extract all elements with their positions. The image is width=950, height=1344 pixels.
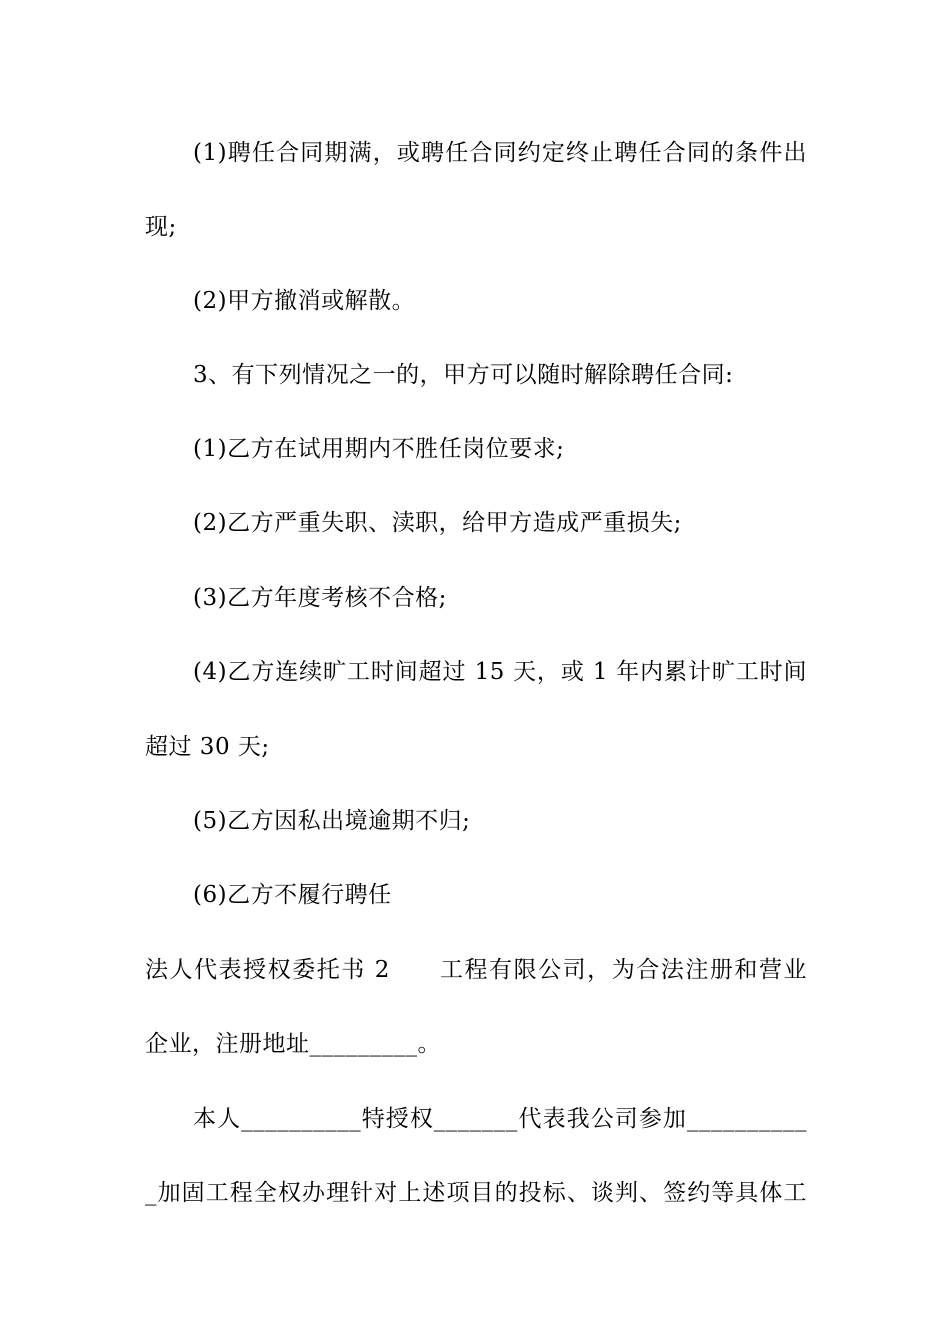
paragraph-line: (2)乙方严重失职、渎职，给甲方造成严重损失; — [193, 510, 682, 536]
paragraph-line: 超过 30 天; — [145, 734, 270, 760]
paragraph-line: (5)乙方因私出境逾期不归; — [193, 808, 471, 834]
paragraph-line: (1)乙方在试用期内不胜任岗位要求; — [193, 436, 565, 462]
paragraph-line: 3、有下列情况之一的，甲方可以随时解除聘任合同: — [193, 362, 734, 388]
paragraph-line: (1)聘任合同期满，或聘任合同约定终止聘任合同的条件出 — [193, 140, 807, 166]
paragraph-line: (6)乙方不履行聘任 — [193, 882, 392, 908]
paragraph-line: _加固工程全权办理针对上述项目的投标、谈判、签约等具体工 — [145, 1180, 807, 1206]
paragraph-line: 现; — [145, 214, 177, 240]
paragraph-line: 企业，注册地址_________。 — [145, 1031, 441, 1057]
paragraph-line: (2)甲方撤消或解散。 — [193, 288, 416, 314]
paragraph-line: (3)乙方年度考核不合格; — [193, 585, 447, 611]
paragraph-line: 本人__________特授权_______代表我公司参加__________ — [193, 1106, 807, 1132]
paragraph-line: 法人代表授权委托书 2 工程有限公司，为合法注册和营业 — [145, 957, 807, 983]
paragraph-line: (4)乙方连续旷工时间超过 15 天，或 1 年内累计旷工时间 — [193, 659, 807, 685]
